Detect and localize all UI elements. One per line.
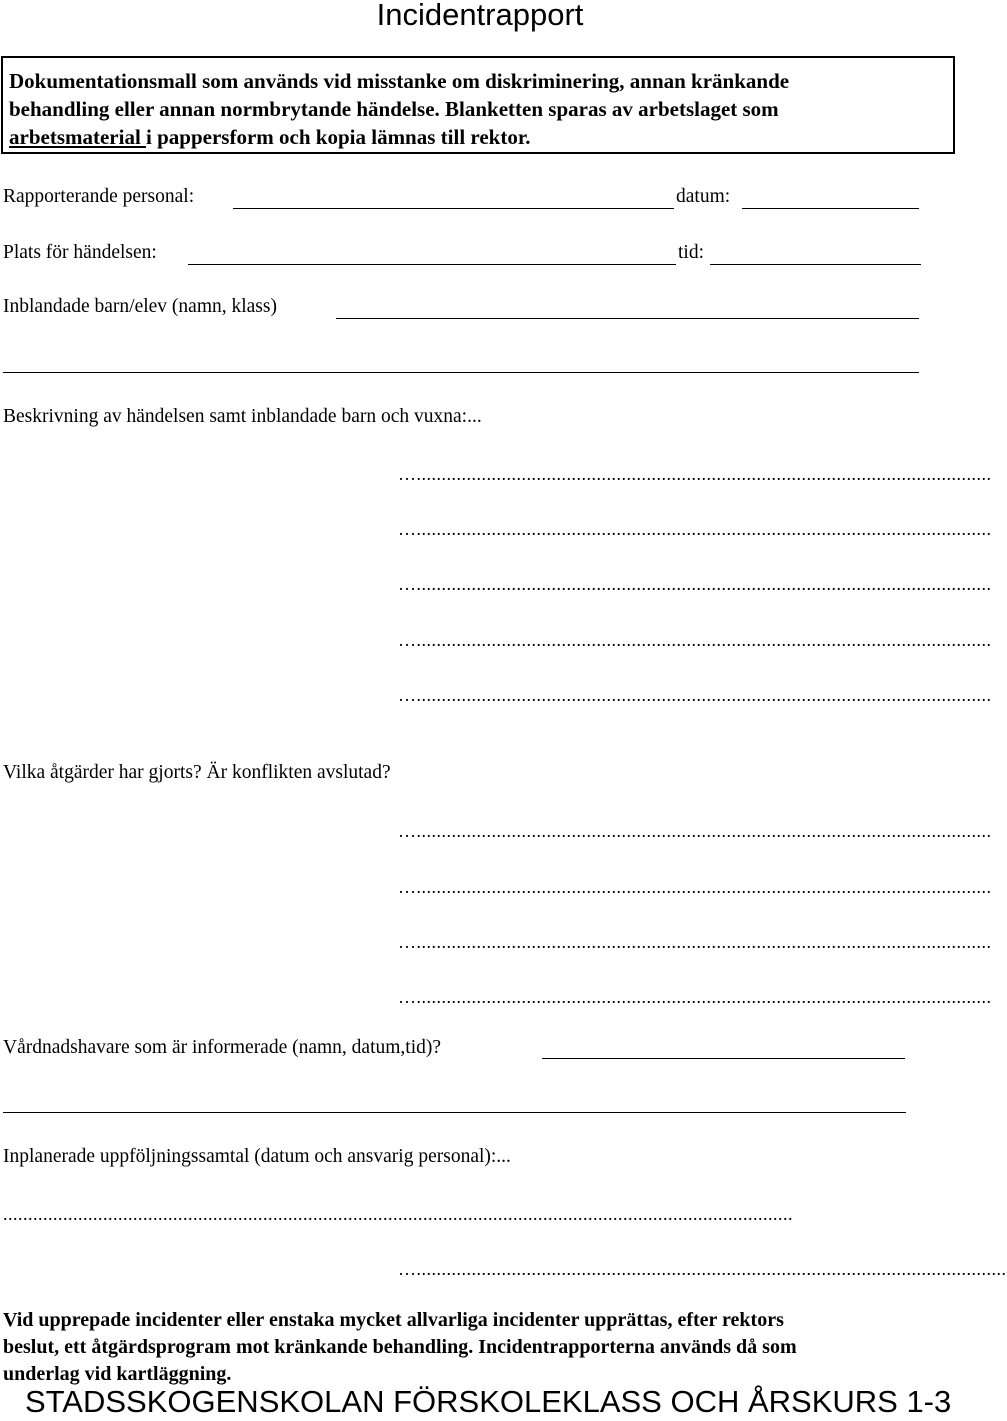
description-dotted-line-5[interactable]: …................................................................................................................... [398, 685, 992, 705]
intro-line-2: behandling eller annan normbrytande händelse. Blanketten sparas av arbetslaget som [9, 97, 779, 121]
reporter-input-line[interactable] [233, 208, 674, 209]
closing-line-3: underlag vid kartläggning. [3, 1363, 232, 1385]
followup-dotted-line-1[interactable]: .............................................................................................................................................................. [3, 1204, 793, 1224]
actions-dotted-line-4[interactable]: …................................................................................................................... [398, 987, 992, 1007]
place-label: Plats för händelsen: [3, 242, 157, 263]
intro-line-1: Dokumentationsmall som används vid misstanke om diskriminering, annan kränkande [9, 69, 790, 93]
intro-text: i pappersform och kopia lämnas till rektor. [146, 125, 531, 149]
reporter-label: Rapporterande personal: [3, 186, 195, 207]
description-label: Beskrivning av händelsen samt inblandade barn och vuxna:... [3, 406, 482, 427]
guardians-input-line-2[interactable] [3, 1112, 906, 1113]
guardians-label: Vårdnadshavare som är informerade (namn, datum,tid)? [3, 1037, 442, 1058]
actions-dotted-line-2[interactable]: …................................................................................................................... [398, 877, 992, 897]
description-dotted-line-2[interactable]: …................................................................................................................... [398, 519, 992, 539]
intro-line-3 [9, 125, 531, 150]
date-input-line[interactable] [742, 208, 919, 209]
involved-input-line[interactable] [336, 318, 919, 319]
description-dotted-line-3[interactable]: …................................................................................................................... [398, 574, 992, 594]
date-label: datum: [676, 186, 731, 207]
time-label: tid: [678, 242, 705, 263]
actions-dotted-line-1[interactable]: …................................................................................................................... [398, 821, 992, 841]
page-title: Incidentrapport [376, 0, 584, 32]
footer-school-name: STADSSKOGENSKOLAN FÖRSKOLEKLASS OCH ÅRSKURS 1-3 [25, 1384, 952, 1419]
followup-label: Inplanerade uppföljningssamtal (datum och ansvarig personal):... [3, 1146, 511, 1167]
description-dotted-line-1[interactable]: …................................................................................................................... [398, 464, 992, 484]
intro-underlined-text: arbetsmaterial [9, 125, 147, 149]
time-input-line[interactable] [710, 264, 921, 265]
involved-input-line-2[interactable] [3, 372, 919, 373]
actions-label: Vilka åtgärder har gjorts? Är konflikten avslutad? [3, 762, 391, 783]
actions-dotted-line-3[interactable]: …................................................................................................................... [398, 932, 992, 952]
followup-dotted-line-2[interactable]: …...................................................................................................................... [398, 1259, 1007, 1279]
closing-line-2: beslut, ett åtgärdsprogram mot kränkande behandling. Incidentrapporterna används då som [3, 1336, 797, 1358]
involved-label: Inblandade barn/elev (namn, klass) [3, 296, 277, 317]
place-input-line[interactable] [188, 264, 676, 265]
description-dotted-line-4[interactable]: …................................................................................................................... [398, 630, 992, 650]
guardians-input-line[interactable] [542, 1058, 905, 1059]
closing-line-1: Vid upprepade incidenter eller enstaka mycket allvarliga incidenter upprättas, efter rektors [3, 1309, 784, 1331]
